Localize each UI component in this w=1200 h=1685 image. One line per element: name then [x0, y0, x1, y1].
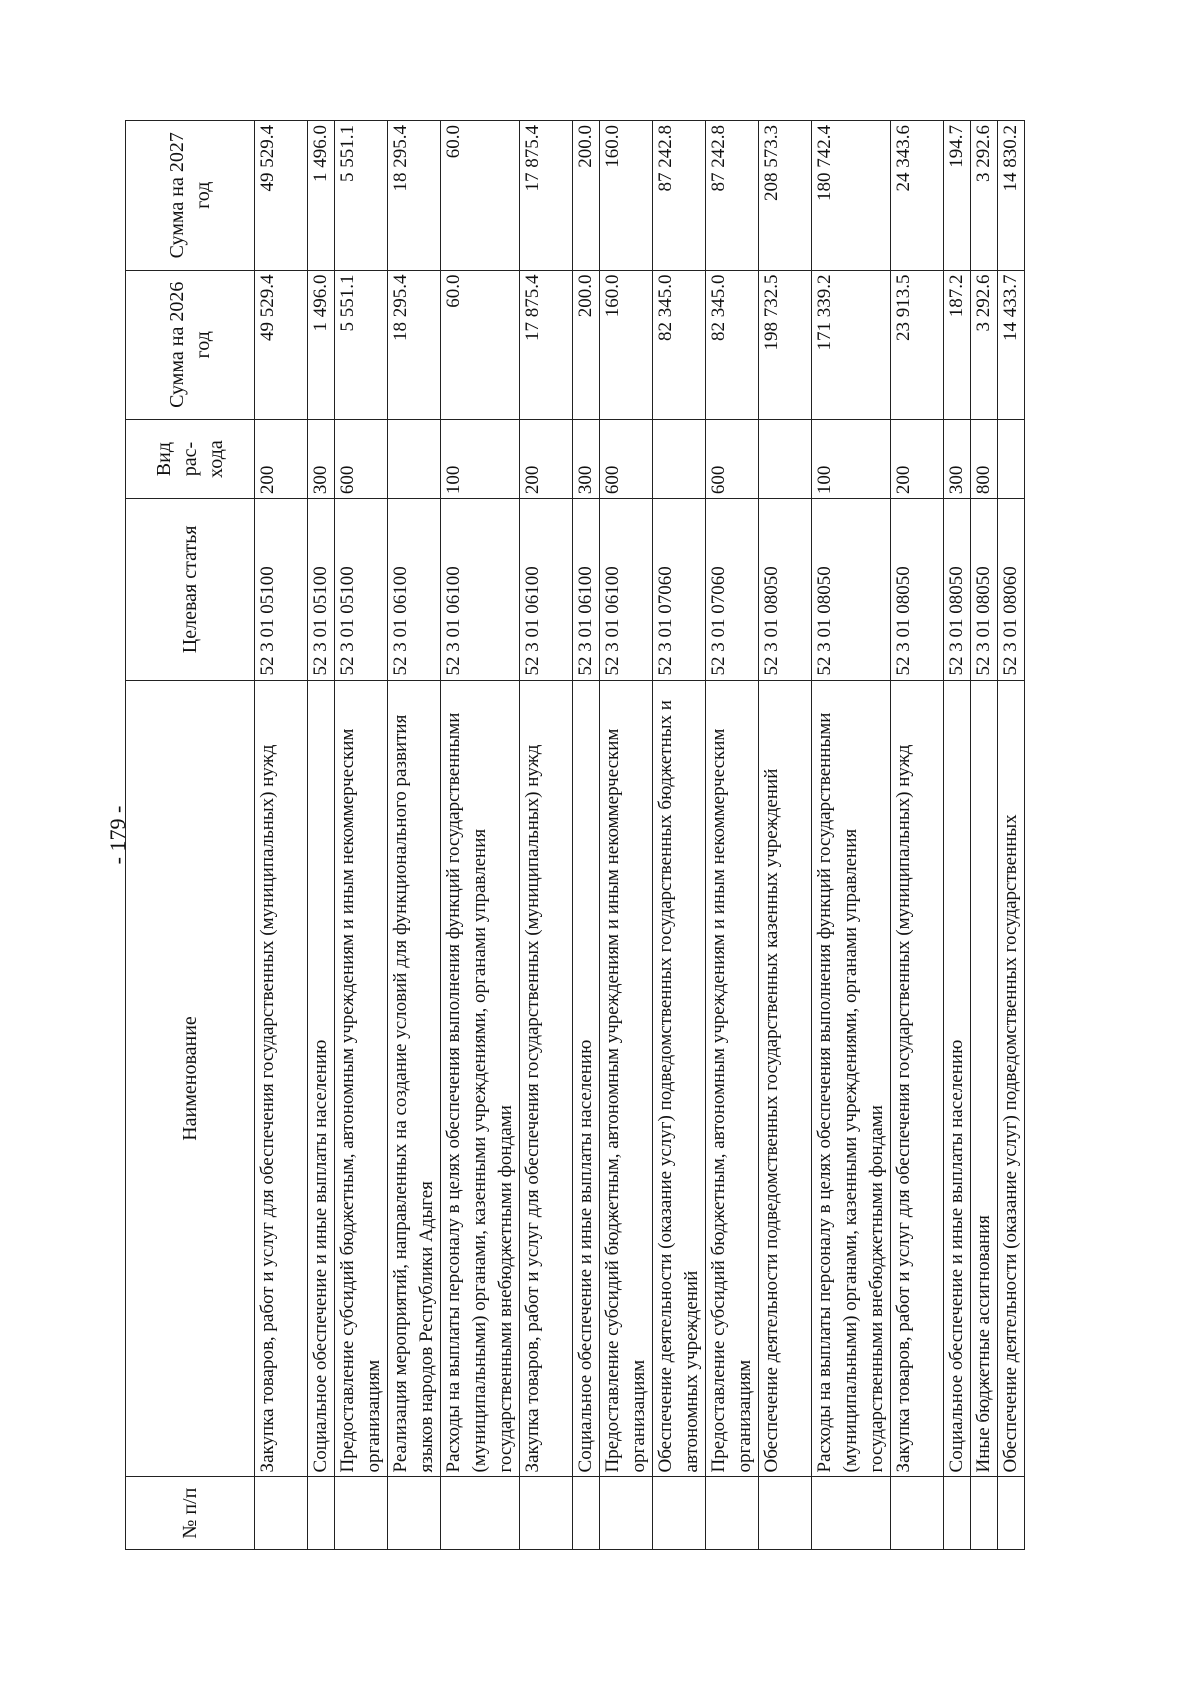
cell-sum-2026: 82 345.0	[653, 270, 706, 419]
cell-num	[998, 1477, 1025, 1550]
cell-kind	[998, 420, 1025, 499]
cell-kind: 100	[812, 420, 891, 499]
cell-name: Расходы на выплаты персоналу в целях обеспечения выполнения функций государственными (муниципальными) органами, казенными учреждениями, органами управления государственными внебюджетными фондами	[441, 680, 520, 1477]
cell-sum-2026: 17 875.4	[520, 270, 573, 419]
page-number: - 179 -	[105, 805, 130, 865]
header-name: Наименование	[126, 680, 255, 1477]
cell-name: Закупка товаров, работ и услуг для обеспечения государственных (муниципальных) нужд	[520, 680, 573, 1477]
cell-name: Реализация мероприятий, направленных на создание условий для функционального развития языков народов Республики Адыгея	[388, 680, 441, 1477]
table-row	[998, 121, 1025, 1550]
cell-kind: 600	[706, 420, 759, 499]
cell-num	[812, 1477, 891, 1550]
cell-sum-2026: 60.0	[441, 270, 520, 419]
cell-code: 52 3 01 08050	[759, 499, 812, 680]
cell-sum-2027: 87 242.8	[653, 121, 706, 271]
cell-sum-2027: 208 573.3	[759, 121, 812, 271]
cell-code: 52 3 01 06100	[573, 499, 600, 680]
cell-kind: 800	[971, 420, 998, 499]
cell-name: Предоставление субсидий бюджетным, автономным учреждениям и иным некоммерческим организациям	[335, 680, 388, 1477]
cell-sum-2026: 18 295.4	[388, 270, 441, 419]
cell-sum-2027: 49 529.4	[255, 121, 308, 271]
cell-sum-2027: 18 295.4	[388, 121, 441, 271]
cell-sum-2026: 187.2	[944, 270, 971, 419]
cell-name: Закупка товаров, работ и услуг для обеспечения государственных (муниципальных) нужд	[891, 680, 944, 1477]
table-row	[653, 121, 706, 1550]
table-row	[573, 121, 600, 1550]
table-row	[520, 121, 573, 1550]
cell-num	[255, 1477, 308, 1550]
cell-code: 52 3 01 06100	[388, 499, 441, 680]
table-row	[891, 121, 944, 1550]
cell-sum-2027: 87 242.8	[706, 121, 759, 271]
cell-code: 52 3 01 06100	[520, 499, 573, 680]
cell-num	[520, 1477, 573, 1550]
table-row	[600, 121, 653, 1550]
cell-num	[441, 1477, 520, 1550]
cell-sum-2026: 200.0	[573, 270, 600, 419]
cell-code: 52 3 01 06100	[441, 499, 520, 680]
table-row	[944, 121, 971, 1550]
cell-sum-2027: 3 292.6	[971, 121, 998, 271]
cell-kind: 100	[441, 420, 520, 499]
cell-sum-2027: 1 496.0	[308, 121, 335, 271]
table-row	[335, 121, 388, 1550]
cell-kind: 200	[520, 420, 573, 499]
cell-sum-2026: 1 496.0	[308, 270, 335, 419]
cell-sum-2027: 60.0	[441, 121, 520, 271]
cell-name: Иные бюджетные ассигнования	[971, 680, 998, 1477]
cell-kind: 600	[335, 420, 388, 499]
header-num: № п/п	[126, 1477, 255, 1550]
cell-kind	[759, 420, 812, 499]
header-sum-2026: Сумма на 2026 год	[126, 270, 255, 419]
table-row	[308, 121, 335, 1550]
cell-sum-2026: 5 551.1	[335, 270, 388, 419]
cell-code: 52 3 01 05100	[335, 499, 388, 680]
rotated-page	[100, 120, 1100, 1550]
cell-name: Обеспечение деятельности подведомственных государственных казенных учреждений	[759, 680, 812, 1477]
cell-code: 52 3 01 07060	[653, 499, 706, 680]
cell-kind	[388, 420, 441, 499]
cell-code: 52 3 01 08050	[891, 499, 944, 680]
cell-kind: 300	[573, 420, 600, 499]
cell-code: 52 3 01 08050	[944, 499, 971, 680]
table-row	[255, 121, 308, 1550]
cell-kind: 300	[944, 420, 971, 499]
cell-name: Обеспечение деятельности (оказание услуг) подведомственных государственных	[998, 680, 1025, 1477]
cell-num	[891, 1477, 944, 1550]
cell-sum-2027: 200.0	[573, 121, 600, 271]
cell-num	[600, 1477, 653, 1550]
cell-name: Расходы на выплаты персоналу в целях обеспечения выполнения функций государственными (муниципальными) органами, казенными учреждениями, органами управления государственными внебюджетными фондами	[812, 680, 891, 1477]
cell-name: Социальное обеспечение и иные выплаты населению	[573, 680, 600, 1477]
header-code: Целевая статья	[126, 499, 255, 680]
cell-num	[308, 1477, 335, 1550]
budget-table	[125, 120, 1025, 1550]
cell-num	[335, 1477, 388, 1550]
cell-sum-2027: 17 875.4	[520, 121, 573, 271]
header-sum-2027: Сумма на 2027 год	[126, 121, 255, 271]
cell-kind	[653, 420, 706, 499]
cell-num	[573, 1477, 600, 1550]
cell-sum-2027: 5 551.1	[335, 121, 388, 271]
cell-name: Социальное обеспечение и иные выплаты населению	[944, 680, 971, 1477]
cell-name: Закупка товаров, работ и услуг для обеспечения государственных (муниципальных) нужд	[255, 680, 308, 1477]
cell-sum-2026: 160.0	[600, 270, 653, 419]
table-row	[812, 121, 891, 1550]
cell-sum-2027: 180 742.4	[812, 121, 891, 271]
table-row	[441, 121, 520, 1550]
table-row	[971, 121, 998, 1550]
cell-kind: 200	[255, 420, 308, 499]
table-header-row	[126, 121, 255, 1550]
cell-sum-2026: 198 732.5	[759, 270, 812, 419]
cell-sum-2026: 3 292.6	[971, 270, 998, 419]
table-row	[706, 121, 759, 1550]
cell-sum-2027: 14 830.2	[998, 121, 1025, 271]
cell-code: 52 3 01 08050	[812, 499, 891, 680]
cell-sum-2026: 49 529.4	[255, 270, 308, 419]
cell-sum-2027: 24 343.6	[891, 121, 944, 271]
cell-sum-2026: 171 339.2	[812, 270, 891, 419]
cell-num	[759, 1477, 812, 1550]
cell-num	[388, 1477, 441, 1550]
header-kind: Вид рас-хода	[126, 420, 255, 499]
cell-sum-2026: 82 345.0	[706, 270, 759, 419]
cell-code: 52 3 01 08050	[971, 499, 998, 680]
cell-code: 52 3 01 06100	[600, 499, 653, 680]
cell-code: 52 3 01 07060	[706, 499, 759, 680]
cell-num	[653, 1477, 706, 1550]
cell-kind: 200	[891, 420, 944, 499]
cell-num	[944, 1477, 971, 1550]
cell-sum-2027: 194.7	[944, 121, 971, 271]
cell-code: 52 3 01 05100	[308, 499, 335, 680]
table-row	[759, 121, 812, 1550]
cell-num	[971, 1477, 998, 1550]
cell-kind: 600	[600, 420, 653, 499]
cell-sum-2027: 160.0	[600, 121, 653, 271]
cell-sum-2026: 14 433.7	[998, 270, 1025, 419]
cell-name: Социальное обеспечение и иные выплаты населению	[308, 680, 335, 1477]
cell-kind: 300	[308, 420, 335, 499]
cell-name: Предоставление субсидий бюджетным, автономным учреждениям и иным некоммерческим организациям	[706, 680, 759, 1477]
cell-sum-2026: 23 913.5	[891, 270, 944, 419]
cell-code: 52 3 01 08060	[998, 499, 1025, 680]
cell-name: Обеспечение деятельности (оказание услуг) подведомственных государственных бюджетных и автономных учреждений	[653, 680, 706, 1477]
table-row	[388, 121, 441, 1550]
cell-code: 52 3 01 05100	[255, 499, 308, 680]
cell-name: Предоставление субсидий бюджетным, автономным учреждениям и иным некоммерческим организациям	[600, 680, 653, 1477]
cell-num	[706, 1477, 759, 1550]
